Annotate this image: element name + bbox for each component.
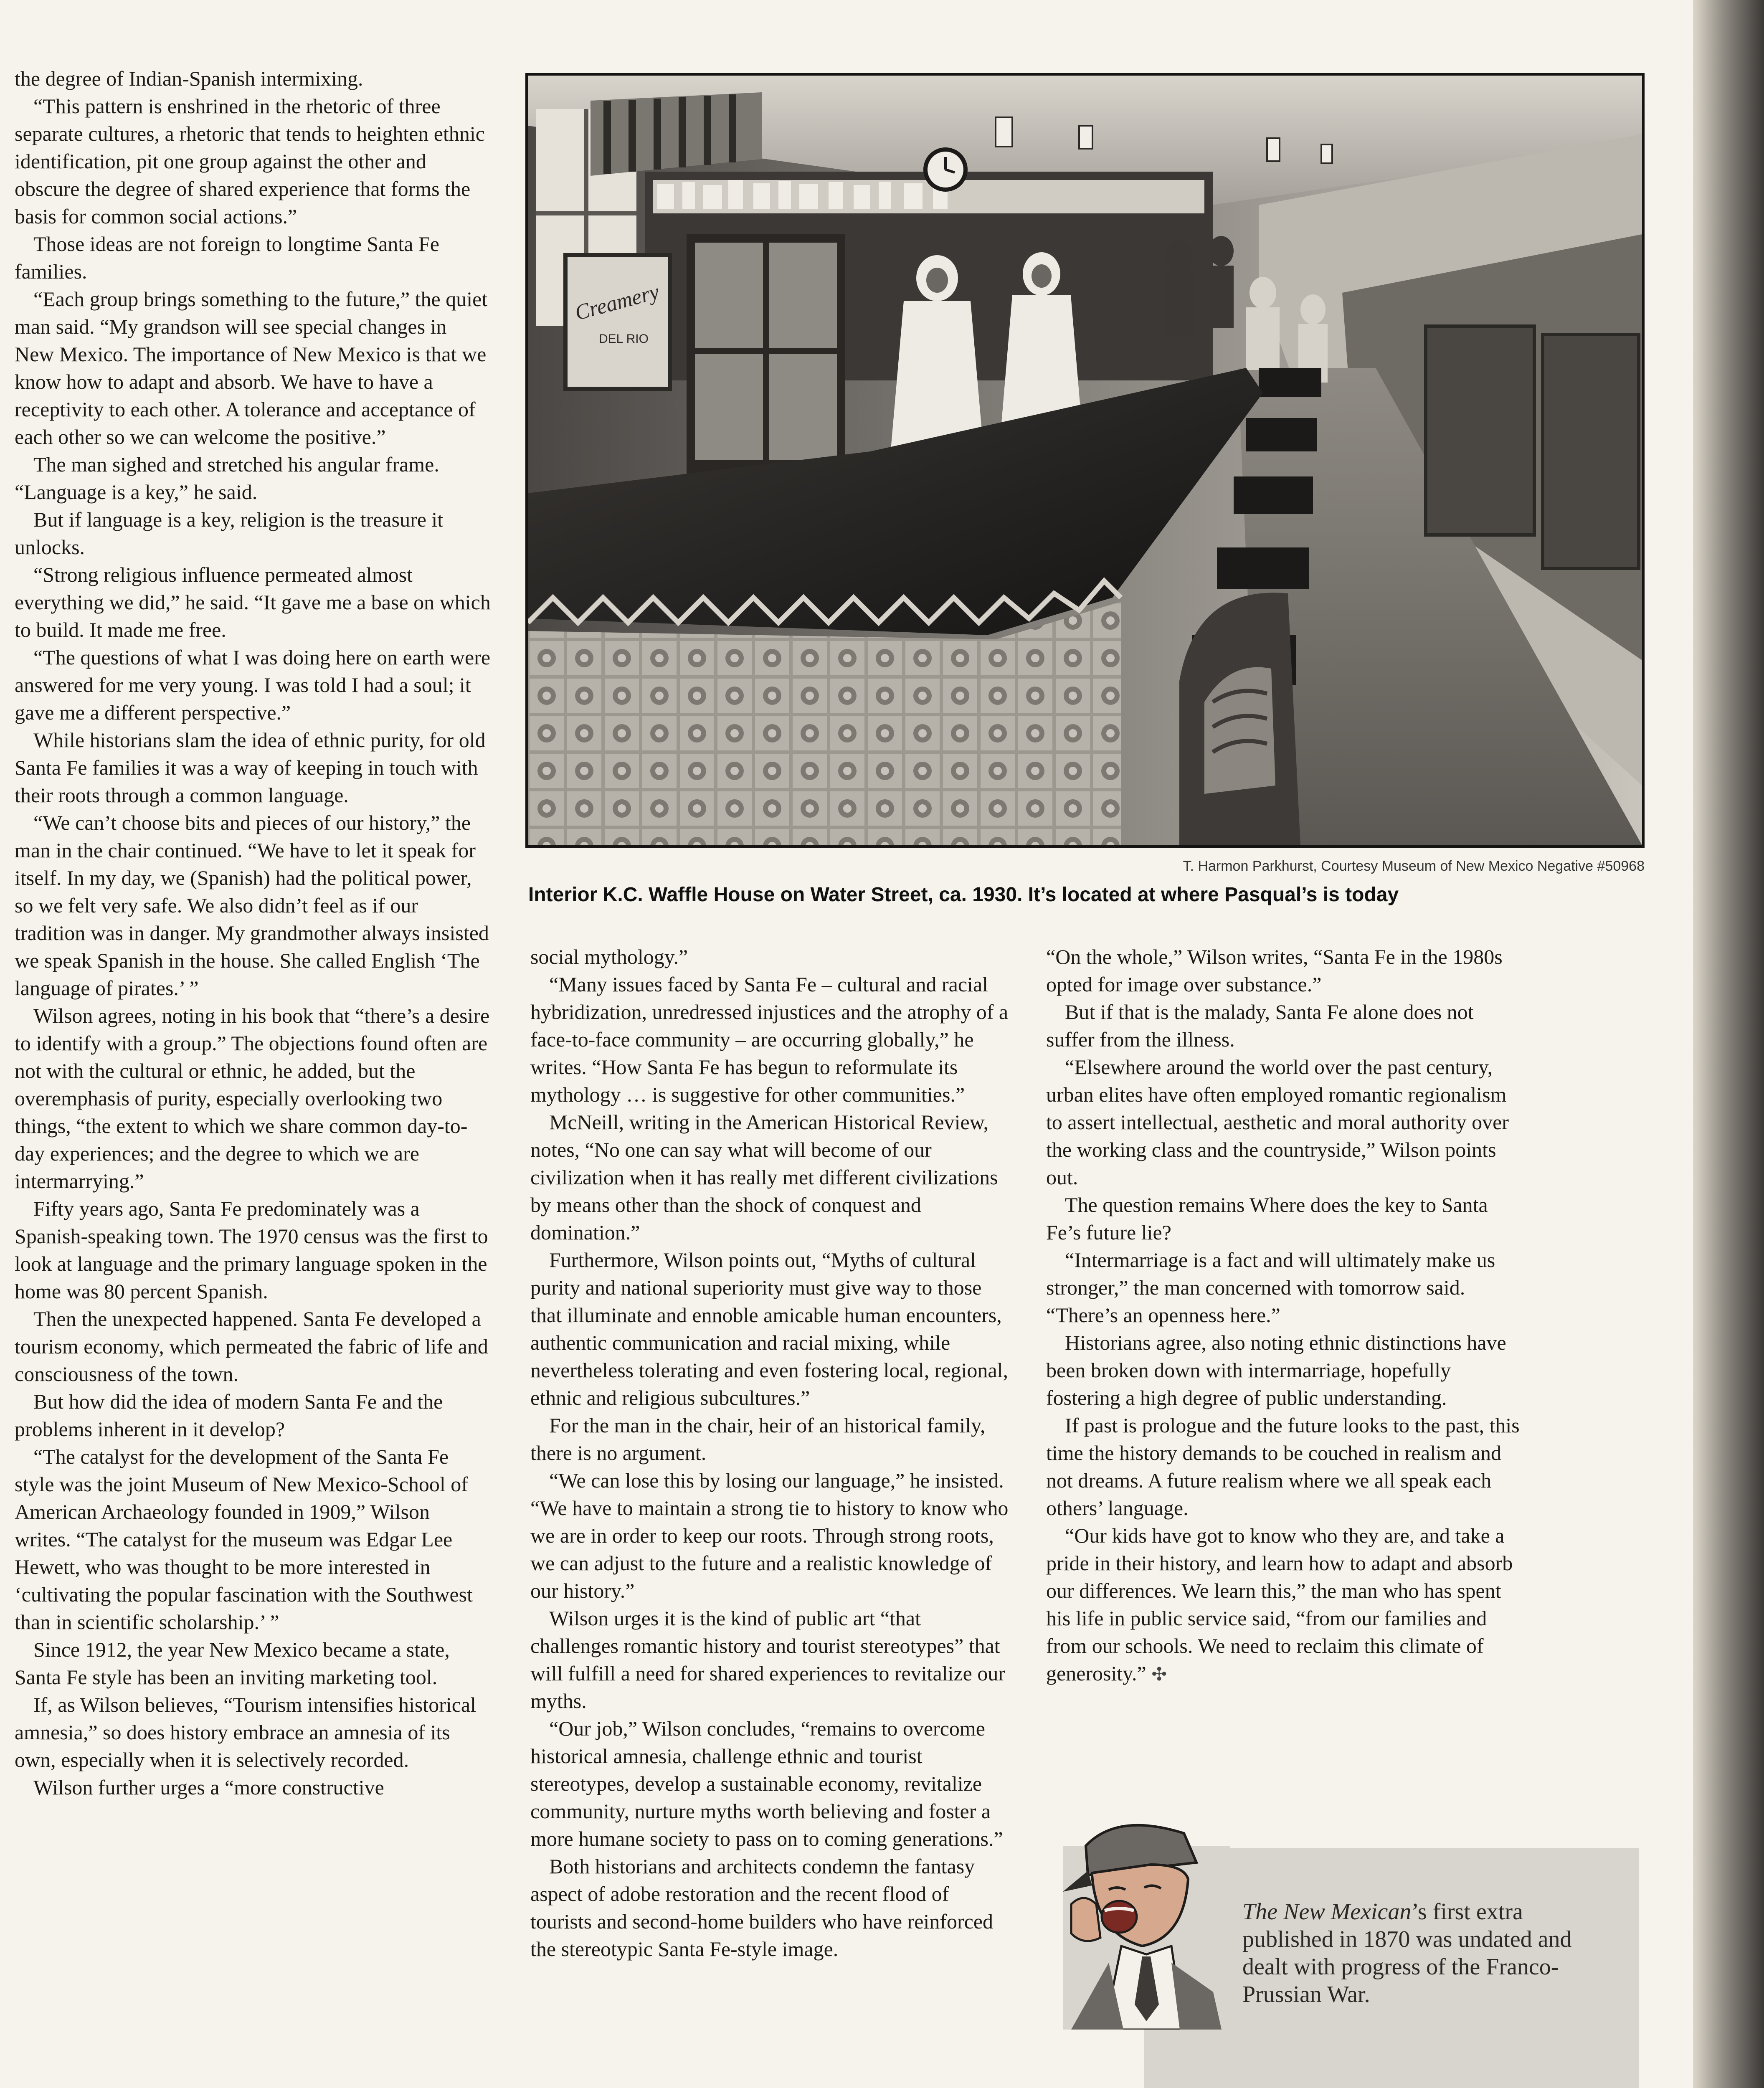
end-of-article-mark: ✣ <box>1151 1664 1167 1685</box>
article-paragraph: Fifty years ago, Santa Fe predominately was a Spanish-speaking town. The 1970 census was the first to look at language and the primary language spoken in the home was 80 percent Spanish. <box>15 1197 488 1303</box>
article-paragraph: “Elsewhere around the world over the past century, urban elites have often employed romantic regionalism to assert intellectual, aesthetic and moral authority over the working class and the countryside,” Wilson points out. <box>1046 1055 1509 1189</box>
article-paragraph: Wilson further urges a “more constructive <box>33 1776 384 1799</box>
article-paragraph: If, as Wilson believes, “Tourism intensifies historical amnesia,” so does history embrace an amnesia of its own, especially when it is selectively recorded. <box>15 1693 476 1771</box>
article-paragraph: “This pattern is enshrined in the rhetoric of three separate cultures, a rhetoric that tends to heighten ethnic identification, pit one group against the other and obscure the degree of shared experience that forms the basis for common social actions.” <box>15 94 485 228</box>
article-paragraph: the degree of Indian-Spanish intermixing. <box>15 67 363 90</box>
article-column-2 <box>530 943 1011 1963</box>
newsboy-illustration <box>1046 1796 1242 2030</box>
photo-sign-subtext: DEL RIO <box>599 332 649 346</box>
article-paragraph: Historians agree, also noting ethnic distinctions have been broken down with intermarriage, hopefully fostering a high degree of public understanding. <box>1046 1331 1506 1409</box>
article-paragraph: Both historians and architects condemn the fantasy aspect of adobe restoration and the recent flood of tourists and second-home builders who have reinforced the stereotypic Santa Fe-style image. <box>530 1855 994 1961</box>
article-paragraph: But if that is the malady, Santa Fe alone does not suffer from the illness. <box>1046 1000 1474 1051</box>
article-paragraph: While historians slam the idea of ethnic purity, for old Santa Fe families it was a way of keeping in touch with their roots through a common language. <box>15 728 486 807</box>
article-column-1 <box>15 65 491 1801</box>
page-edge-shadow <box>1693 0 1764 2088</box>
article-paragraph: “Each group brings something to the future,” the quiet man said. “My grandson will see special changes in New Mexico. The importance of New Mexico is that we know how to adapt and absorb. We have to have a receptivity to each other. A tolerance and acceptance of each other so we can welcome the positive.” <box>15 287 488 449</box>
article-paragraph: social mythology.” <box>530 945 688 968</box>
article-paragraph: “We can lose this by losing our language,” he insisted. “We have to maintain a strong tie to history to know who we are in order to keep our roots. Through strong roots, we can adjust to the future and a realistic knowledge of our history.” <box>530 1469 1009 1602</box>
sidebar-text <box>1242 1898 1606 2008</box>
article-paragraph: Those ideas are not foreign to longtime Santa Fe families. <box>15 232 439 283</box>
article-paragraph: But how did the idea of modern Santa Fe and the problems inherent in it develop? <box>15 1390 443 1441</box>
article-paragraph: McNeill, writing in the American Historical Review, notes, “No one can say what will become of our civilization when it has really met different civilizations by means other than the shock of conquest and domination.” <box>530 1110 998 1244</box>
sidebar-publication-title: The New Mexican <box>1242 1899 1412 1925</box>
article-paragraph: For the man in the chair, heir of an historical family, there is no argument. <box>530 1414 986 1465</box>
article-paragraph: “We can’t choose bits and pieces of our history,” the man in the chair continued. “We have to let it speak for itself. In my day, we (Spanish) had the political power, so we felt very safe. We also didn’t feel as if our tradition was in danger. My grandmother always insisted we speak Spanish in the house. She called English ‘The language of pirates.’ ” <box>15 811 489 1000</box>
article-paragraph: “Strong religious influence permeated almost everything we did,” he said. “It gave me a base on which to build. It made me free. <box>15 563 491 641</box>
article-paragraph: “Our kids have got to know who they are, and take a pride in their history, and learn how to adapt and absorb our differences. We learn this,” the man who has spent his life in public service said, “from our families and from our schools. We need to reclaim this climate of generosity.” ✣ <box>1046 1524 1513 1685</box>
article-paragraph: Wilson agrees, noting in his book that “there’s a desire to identify with a group.” The objections found often are not with the cultural or ethnic, he added, but the overemphasis of purity, especially overlooking two things, “the extent to which we share common day-to-day experiences; and the degree to which we are intermarrying.” <box>15 1004 490 1193</box>
article-paragraph: If past is prologue and the future looks to the past, this time the history demands to be couched in realism and not dreams. A future realism where we all speak each others’ language. <box>1046 1414 1520 1520</box>
sidebar-body: ’s first extra published in 1870 was undated and dealt with progress of the Franco-Prussian War. <box>1242 1899 1572 2007</box>
photo-caption: Interior K.C. Waffle House on Water Street, ca. 1930. It’s located at where Pasqual’s is today <box>528 884 1399 906</box>
photo-credit: T. Harmon Parkhurst, Courtesy Museum of New Mexico Negative #50968 <box>1183 858 1645 874</box>
article-paragraph: Furthermore, Wilson points out, “Myths of cultural purity and national superiority must give way to those that illuminate and ennoble amicable human encounters, authentic communication and racial mixing, while nevertheless tolerating and even fostering local, regional, ethnic and religious subcultures.” <box>530 1248 1009 1409</box>
article-paragraph: “Intermarriage is a fact and will ultimately make us stronger,” the man concerned with tomorrow said. “There’s an openness here.” <box>1046 1248 1495 1327</box>
article-paragraph: “The catalyst for the development of the Santa Fe style was the joint Museum of New Mexico-School of American Archaeology founded in 1909,” Wilson writes. “The catalyst for the museum was Edgar Lee Hewett, who was thought to be more interested in ‘cultivating the popular fascination with the Southwest than in scientific scholarship.’ ” <box>15 1445 473 1634</box>
article-column-3 <box>1046 943 1522 1688</box>
article-paragraph: But if language is a key, religion is the treasure it unlocks. <box>15 508 444 559</box>
article-paragraph: Since 1912, the year New Mexico became a state, Santa Fe style has been an inviting marketing tool. <box>15 1638 450 1689</box>
article-paragraph: “Our job,” Wilson concludes, “remains to overcome historical amnesia, challenge ethnic and tourist stereotypes, develop a sustainable economy, revitalize community, nurture myths worth believing and foster a more humane society to pass on to coming generations.” <box>530 1717 1003 1850</box>
photo-sign-text: Creamery <box>572 280 662 325</box>
article-paragraph: “On the whole,” Wilson writes, “Santa Fe in the 1980s opted for image over substance.” <box>1046 945 1503 996</box>
article-paragraph: Wilson urges it is the kind of public art “that challenges romantic history and tourist stereotypes” that will fulfill a need for shared experiences to revitalize our myths. <box>530 1607 1006 1713</box>
article-paragraph: “The questions of what I was doing here on earth were answered for me very young. I was told I had a soul; it gave me a different perspective.” <box>15 646 491 724</box>
article-paragraph: Then the unexpected happened. Santa Fe developed a tourism economy, which permeated the fabric of life and consciousness of the town. <box>15 1307 488 1386</box>
historic-photo-waffle-house <box>525 73 1645 848</box>
article-paragraph: “Many issues faced by Santa Fe – cultural and racial hybridization, unredressed injustices and the atrophy of a face-to-face community – are occurring globally,” he writes. “How Santa Fe has begun to reformulate its mythology … is suggestive for other communities.” <box>530 973 1009 1106</box>
article-paragraph: The question remains Where does the key to Santa Fe’s future lie? <box>1046 1193 1488 1244</box>
article-paragraph: The man sighed and stretched his angular frame. “Language is a key,” he said. <box>15 453 439 504</box>
